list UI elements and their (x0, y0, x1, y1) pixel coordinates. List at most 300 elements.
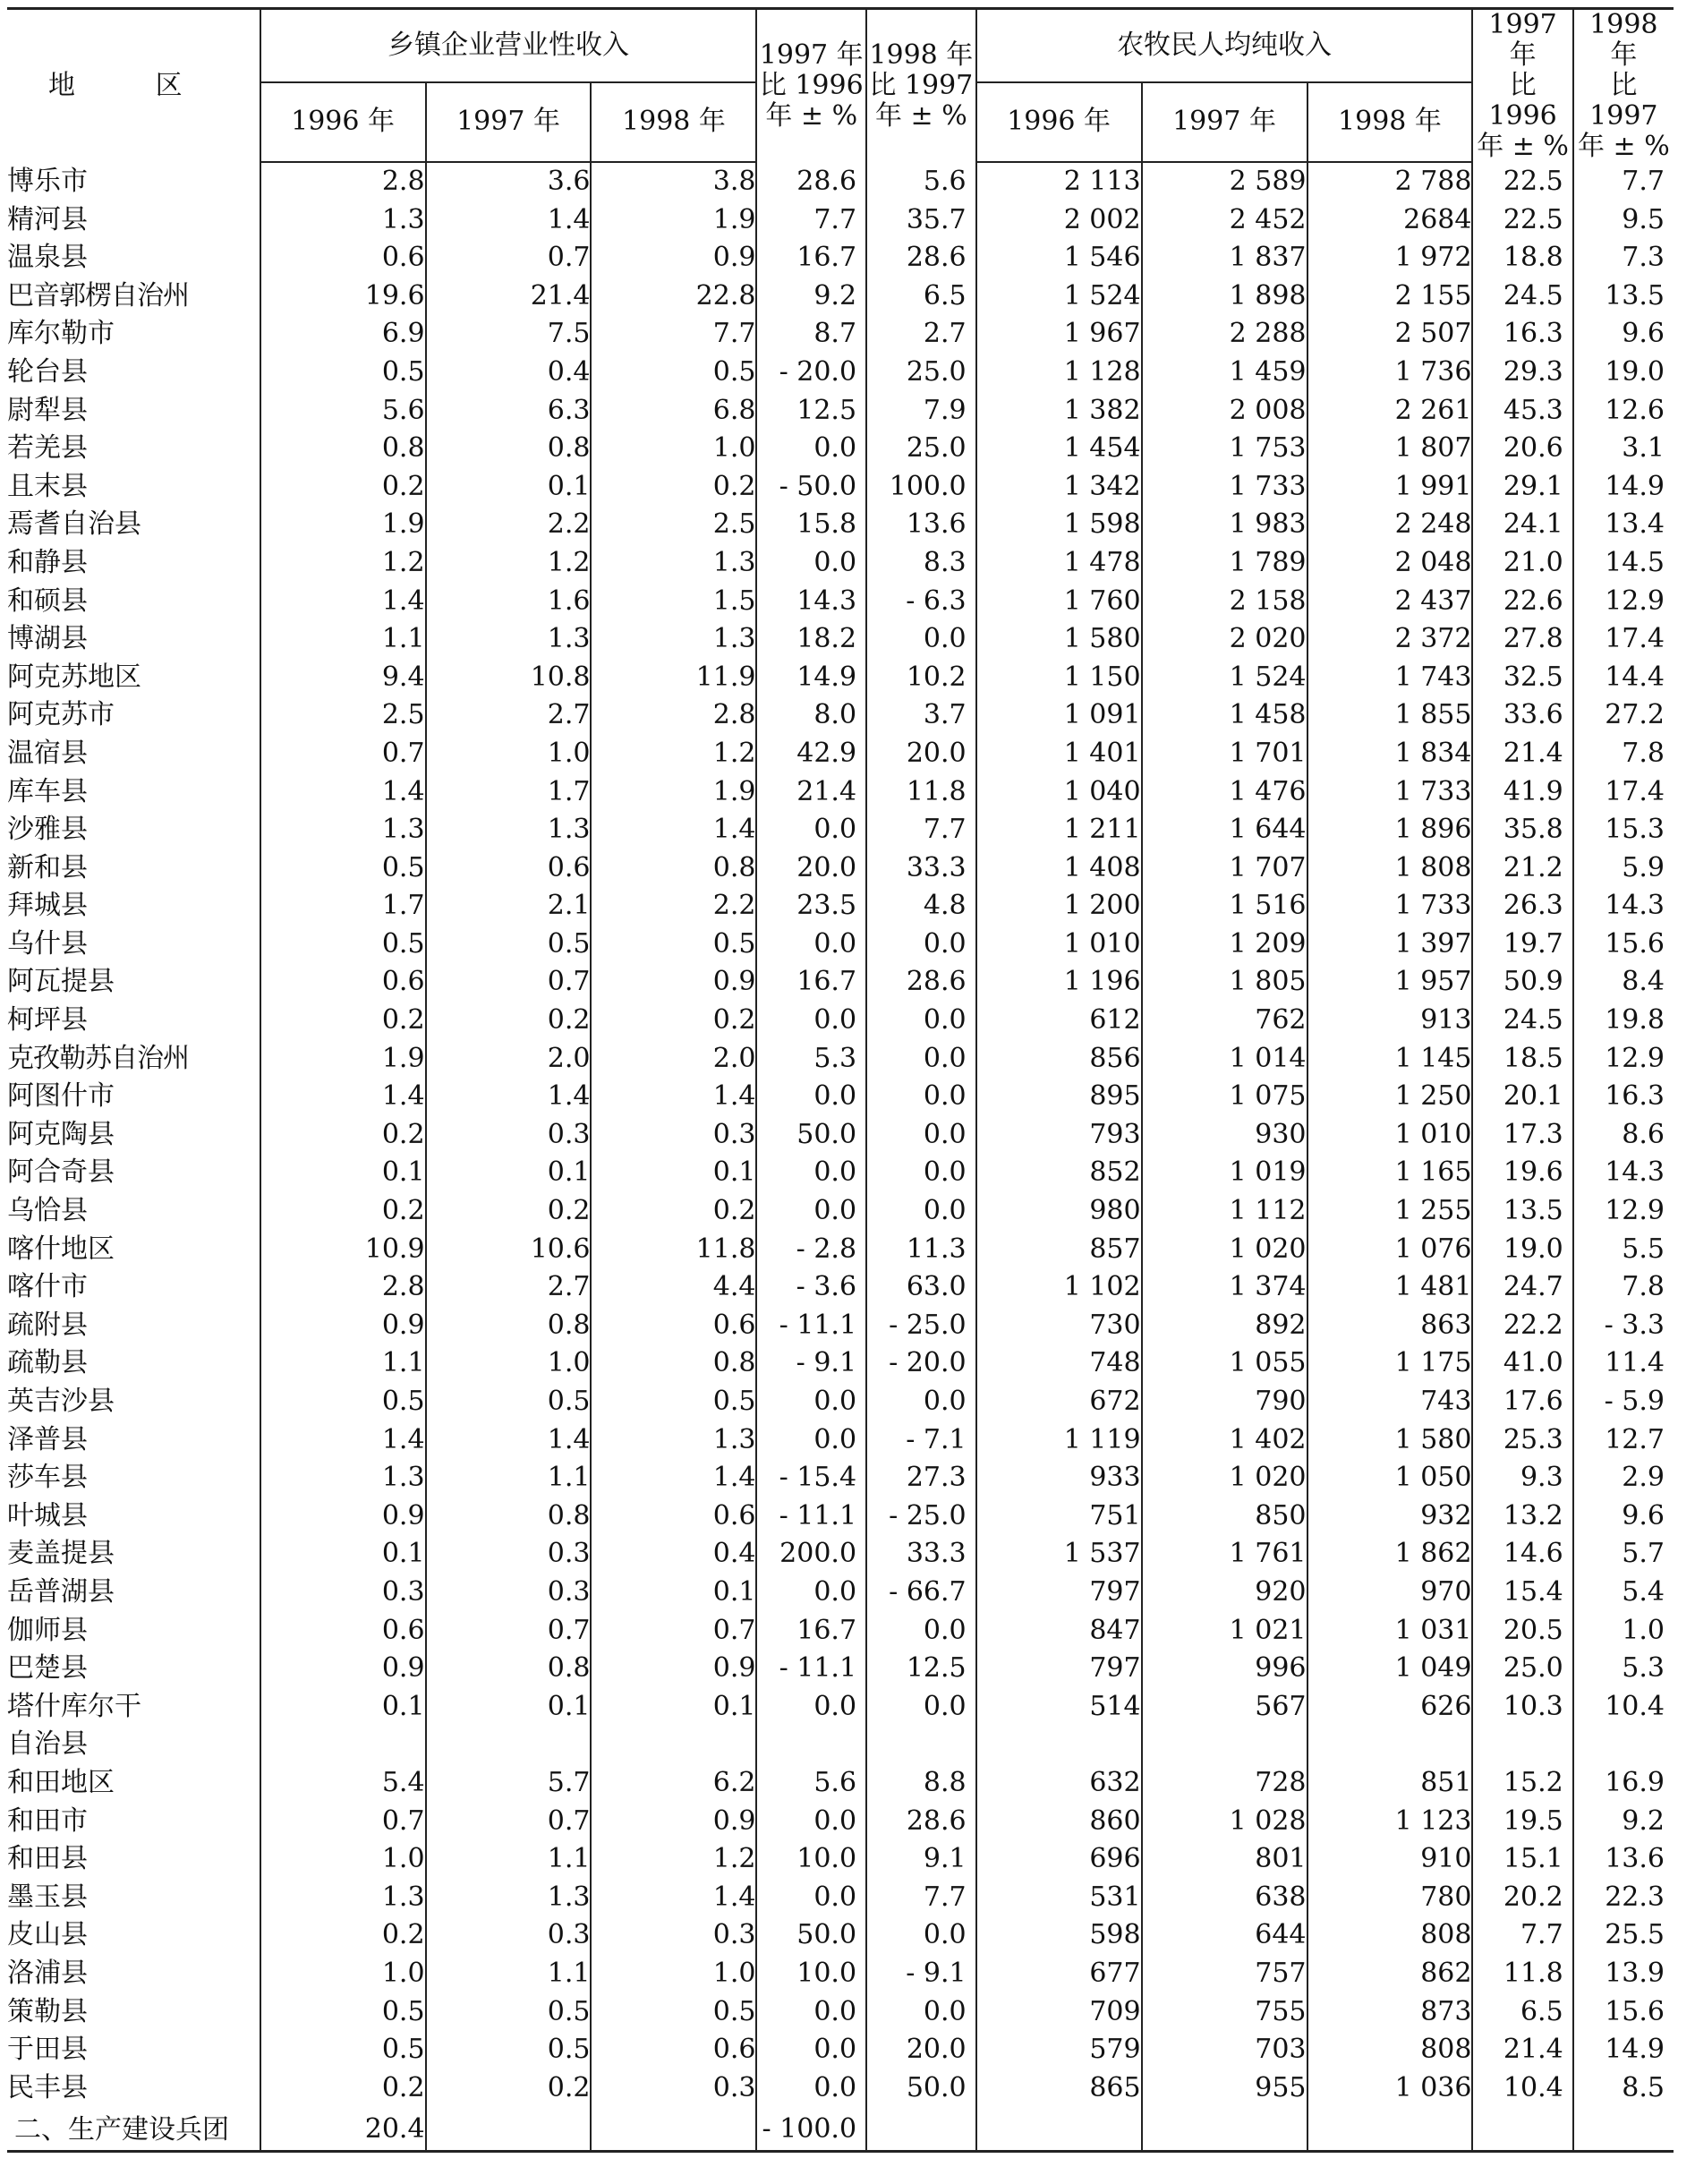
income-pct-1998-header: 1998 年 比 1997 年 ± % (1573, 9, 1674, 163)
income-pct-1998-cell: 12.9 (1573, 1040, 1674, 1079)
income-pct-1997-cell: 13.2 (1472, 1497, 1572, 1536)
table-row (7, 1116, 1674, 1155)
township-pct-1998-cell: 8.3 (866, 544, 976, 583)
township-1998-cell: 0.5 (591, 354, 756, 392)
income-1996-cell: 612 (976, 1002, 1142, 1040)
township-1996-cell: 0.2 (260, 2069, 426, 2108)
township-1997-cell: 2.1 (426, 887, 592, 926)
region-name-cell: 阿克陶县 (7, 1118, 115, 1150)
table-row (7, 1078, 1674, 1116)
income-1998-cell: 1 807 (1307, 430, 1473, 468)
region-name-cell: 巴音郭楞自治州 (7, 279, 189, 311)
income-pct-1998-cell: 16.9 (1573, 1764, 1674, 1803)
township-1997-cell: 1.2 (426, 544, 592, 583)
income-pct-1998-cell: 19.8 (1573, 1002, 1674, 1040)
income-1997-cell: 1 898 (1142, 277, 1307, 316)
township-pct-1998-cell: 5.6 (866, 162, 976, 201)
income-pct-1997-cell: 50.9 (1472, 963, 1572, 1002)
township-1996-cell: 0.1 (260, 1154, 426, 1192)
income-1997-cell: 755 (1142, 1993, 1307, 2032)
region-name-cell: 麦盖提县 (7, 1538, 115, 1570)
township-pct-1998-cell: 0.0 (866, 1078, 976, 1116)
table-row (7, 277, 1674, 316)
township-pct-1997-cell: 0.0 (756, 544, 866, 583)
township-1998-cell: 2.2 (591, 887, 756, 926)
income-1996-cell: 860 (976, 1803, 1142, 1841)
township-pct-1997-cell: 12.5 (756, 392, 866, 431)
township-pct-1998-cell: 25.0 (866, 430, 976, 468)
income-1996-cell: 1 401 (976, 735, 1142, 773)
income-1998-cell: 2 248 (1307, 506, 1473, 544)
income-pct-1998-cell: 13.4 (1573, 506, 1674, 544)
income-1997-cell: 1 701 (1142, 735, 1307, 773)
township-pct-1998-cell: 7.9 (866, 392, 976, 431)
income-pct-1998-cell: 13.6 (1573, 1840, 1674, 1879)
income-pct-1997-cell: 14.6 (1472, 1535, 1572, 1574)
township-1998-cell: 0.6 (591, 1497, 756, 1536)
township-1997-cell: 0.3 (426, 1116, 592, 1155)
township-pct-1997-cell: 14.9 (756, 659, 866, 697)
income-1997-cell: 2 452 (1142, 201, 1307, 240)
township-pct-1997-cell: 8.0 (756, 696, 866, 735)
township-1996-cell: 0.9 (260, 1497, 426, 1536)
township-1997-cell: 1.1 (426, 1459, 592, 1497)
township-pct-1997-cell: 16.7 (756, 963, 866, 1002)
income-pct-1997-cell: 17.3 (1472, 1116, 1572, 1155)
income-pct-1998-cell: 7.8 (1573, 735, 1674, 773)
township-pct-1998-cell: 6.5 (866, 277, 976, 316)
township-1996-cell: 6.9 (260, 315, 426, 354)
township-1997-cell: 0.5 (426, 1993, 592, 2032)
table-row (7, 1231, 1674, 1269)
income-1996-cell: 2 002 (976, 201, 1142, 240)
region-name-cell: 和硕县 (7, 584, 88, 617)
township-pct-1997-cell: - 3.6 (756, 1268, 866, 1307)
township-pct-1997-cell: 14.3 (756, 583, 866, 621)
township-1997-cell: 1.4 (426, 201, 592, 240)
township-pct-1997-cell: 50.0 (756, 1116, 866, 1155)
township-1996-cell: 1.3 (260, 1879, 426, 1917)
income-1997-cell: 1 459 (1142, 354, 1307, 392)
table-row (7, 1574, 1674, 1612)
township-pct-1997-cell: 0.0 (756, 1383, 866, 1421)
income-pct-1998-cell: 17.4 (1573, 620, 1674, 659)
township-1998-cell: 1.0 (591, 430, 756, 468)
township-1998-cell: 0.9 (591, 239, 756, 277)
township-pct-1998-cell: 2.7 (866, 315, 976, 354)
township-1997-cell: 0.7 (426, 1612, 592, 1651)
township-pct-1997-cell: 0.0 (756, 2031, 866, 2069)
region-name-cell: 喀什地区 (7, 1233, 115, 1265)
table-row (7, 1840, 1674, 1879)
income-pct-1997-cell: 10.4 (1472, 2069, 1572, 2108)
township-pct-1998-cell: 4.8 (866, 887, 976, 926)
income-pct-1998-cell: 14.5 (1573, 544, 1674, 583)
township-1996-cell: 0.8 (260, 430, 426, 468)
income-pct-1998-cell: 19.0 (1573, 354, 1674, 392)
income-pct-1998-cell: 9.2 (1573, 1803, 1674, 1841)
income-1996-cell: 1 119 (976, 1421, 1142, 1460)
table-row (7, 1916, 1674, 1955)
income-1996-cell: 1 128 (976, 354, 1142, 392)
income-pct-1997-cell: 26.3 (1472, 887, 1572, 926)
income-pct-1997-cell: 19.7 (1472, 926, 1572, 964)
township-pct-1997-cell: 8.7 (756, 315, 866, 354)
table-row (7, 1650, 1674, 1688)
income-1998-cell: 1 972 (1307, 239, 1473, 277)
township-1997-cell: 7.5 (426, 315, 592, 354)
income-pct-1998-cell: 2.9 (1573, 1459, 1674, 1497)
township-pct-1998-cell: 27.3 (866, 1459, 976, 1497)
income-1998-cell: 1 050 (1307, 1459, 1473, 1497)
township-1997-cell: 0.3 (426, 1916, 592, 1955)
township-pct-1998-cell: 50.0 (866, 2069, 976, 2108)
income-1997-cell: 1 753 (1142, 430, 1307, 468)
region-name-cell: 和静县 (7, 546, 88, 578)
township-pct-1997-cell: 0.0 (756, 430, 866, 468)
income-1997-cell: 1 020 (1142, 1459, 1307, 1497)
township-1996-cell: 0.5 (260, 849, 426, 888)
township-1996-cell: 0.2 (260, 1116, 426, 1155)
table-row (7, 620, 1674, 659)
income-1998-cell: 1 031 (1307, 1612, 1473, 1651)
income-1998-cell: 1 165 (1307, 1154, 1473, 1192)
township-pct-1998-cell: 0.0 (866, 1383, 976, 1421)
township-1998-cell: 1.4 (591, 811, 756, 849)
township-1996-cell: 19.6 (260, 277, 426, 316)
township-1998-cell: 11.9 (591, 659, 756, 697)
township-1998-cell: 6.2 (591, 1764, 756, 1803)
township-1998-cell: 1.9 (591, 773, 756, 812)
township-pct-1998-cell: - 20.0 (866, 1344, 976, 1383)
township-1996-cell: 1.9 (260, 1040, 426, 1079)
income-1996-cell: 730 (976, 1307, 1142, 1345)
township-pct-1998-cell (866, 1726, 976, 1764)
income-pct-1998-cell: 5.4 (1573, 1574, 1674, 1612)
income-1996-cell: 531 (976, 1879, 1142, 1917)
income-1996-cell: 1 537 (976, 1535, 1142, 1574)
income-1997-cell: 1 020 (1142, 1231, 1307, 1269)
township-pct-1998-cell: 7.7 (866, 811, 976, 849)
township-1996-cell: 2.5 (260, 696, 426, 735)
income-1996-cell: 1 454 (976, 430, 1142, 468)
income-1997-cell: 703 (1142, 2031, 1307, 2069)
income-1998-cell: 873 (1307, 1993, 1473, 2032)
income-pct-1997-cell: 25.0 (1472, 1650, 1572, 1688)
township-1997-cell: 0.8 (426, 1497, 592, 1536)
region-name-cell: 岳普湖县 (7, 1575, 115, 1608)
income-pct-1997-cell: 15.2 (1472, 1764, 1572, 1803)
income-1996-cell: 1 196 (976, 963, 1142, 1002)
income-pct-1998-cell: 5.5 (1573, 1231, 1674, 1269)
income-1998-cell: 1 250 (1307, 1078, 1473, 1116)
township-pct-1998-cell: - 25.0 (866, 1307, 976, 1345)
income-1997-cell: 2 008 (1142, 392, 1307, 431)
township-1997-cell: 2.7 (426, 696, 592, 735)
region-name-cell: 英吉沙县 (7, 1386, 115, 1417)
township-1997-cell (426, 1726, 592, 1764)
township-1998-cell: 1.9 (591, 201, 756, 240)
township-1996-cell: 9.4 (260, 659, 426, 697)
township-1997-cell: 0.7 (426, 239, 592, 277)
income-pct-1998-cell: 3.1 (1573, 430, 1674, 468)
region-name-cell: 和田地区 (7, 1766, 115, 1798)
income-pct-1998-cell: 7.8 (1573, 1268, 1674, 1307)
region-name-cell: 阿瓦提县 (7, 966, 115, 998)
income-1996-cell: 1 102 (976, 1268, 1142, 1307)
township-pct-1998-cell: 20.0 (866, 735, 976, 773)
income-1998-cell: 2 788 (1307, 162, 1473, 201)
township-1996-cell: 1.0 (260, 1840, 426, 1879)
township-1996-cell: 0.5 (260, 926, 426, 964)
region-name-cell: 博乐市 (7, 165, 88, 197)
township-1997-cell: 1.1 (426, 1955, 592, 1993)
region-name-cell: 喀什市 (7, 1271, 88, 1303)
township-1998-cell: 0.9 (591, 963, 756, 1002)
income-pct-1998-cell: 9.6 (1573, 1497, 1674, 1536)
income-pct-1998-cell: 14.9 (1573, 2031, 1674, 2069)
income-1997-cell: 801 (1142, 1840, 1307, 1879)
income-1998-cell: 1 862 (1307, 1535, 1473, 1574)
income-pct-1997-cell: 11.8 (1472, 1955, 1572, 1993)
income-1997-cell: 1 019 (1142, 1154, 1307, 1192)
income-pct-1997-cell: 10.3 (1472, 1688, 1572, 1727)
table-row (7, 849, 1674, 888)
township-pct-1998-cell: 0.0 (866, 1002, 976, 1040)
township-1997-cell: 10.6 (426, 1231, 592, 1269)
township-1998-cell: 1.3 (591, 544, 756, 583)
township-pct-1997-cell: 23.5 (756, 887, 866, 926)
income-pct-1998-cell: 7.3 (1573, 239, 1674, 277)
township-pct-1998-cell: 13.6 (866, 506, 976, 544)
income-1997-cell: 2 158 (1142, 583, 1307, 621)
township-pct-1997-cell: - 2.8 (756, 1231, 866, 1269)
income-pct-1998-cell: 13.5 (1573, 277, 1674, 316)
region-name-cell: 民丰县 (7, 2071, 88, 2103)
income-1996-cell: 1 150 (976, 659, 1142, 697)
income-pct-1998-cell: 15.3 (1573, 811, 1674, 849)
township-pct-1998-cell: 0.0 (866, 1993, 976, 2032)
township-1996-cell (260, 1726, 426, 1764)
region-name-cell: 阿克苏市 (7, 699, 115, 731)
township-1997-cell: 5.7 (426, 1764, 592, 1803)
income-pct-1997-cell: 22.5 (1472, 201, 1572, 240)
income-1996-cell: 895 (976, 1078, 1142, 1116)
township-1997-cell: 0.7 (426, 1803, 592, 1841)
income-1997-cell: 955 (1142, 2069, 1307, 2108)
region-name-cell: 莎车县 (7, 1462, 88, 1494)
income-1997-cell: 1 458 (1142, 696, 1307, 735)
township-1997-cell: 1.4 (426, 1078, 592, 1116)
income-pct-1997-cell: 22.6 (1472, 583, 1572, 621)
income-1998-cell: 1 076 (1307, 1231, 1473, 1269)
township-1998-cell: 0.3 (591, 1916, 756, 1955)
income-pct-1997-cell: 18.8 (1472, 239, 1572, 277)
township-1996-cell: 0.2 (260, 1916, 426, 1955)
township-1996-cell: 1.3 (260, 811, 426, 849)
township-pct-1997-cell: - 11.1 (756, 1497, 866, 1536)
income-1996-cell: 2 113 (976, 162, 1142, 201)
income-1996-cell: 1 342 (976, 468, 1142, 507)
table-row (7, 506, 1674, 544)
income-1998-cell: 970 (1307, 1574, 1473, 1612)
township-1996-cell: 0.6 (260, 239, 426, 277)
table-row (7, 1421, 1674, 1460)
township-pct-1997-cell: 200.0 (756, 1535, 866, 1574)
table-row (7, 1535, 1674, 1574)
income-pct-1997-cell: 19.5 (1472, 1803, 1572, 1841)
table-row (7, 201, 1674, 240)
income-1996-cell: 1 524 (976, 277, 1142, 316)
income-1997-cell: 1 707 (1142, 849, 1307, 888)
income-pct-1998-cell: 9.5 (1573, 201, 1674, 240)
township-pct-1997-cell: - 15.4 (756, 1459, 866, 1497)
income-1996-cell: 857 (976, 1231, 1142, 1269)
township-pct-1998-cell: 20.0 (866, 2031, 976, 2069)
township-pct-1997-cell: 0.0 (756, 1002, 866, 1040)
township-1996-cell: 1.1 (260, 620, 426, 659)
income-1998-cell: 1 145 (1307, 1040, 1473, 1079)
income-1996-cell: 797 (976, 1650, 1142, 1688)
income-1998-header: 1998 年 (1307, 82, 1473, 162)
income-pct-1998-cell: 11.4 (1573, 1344, 1674, 1383)
table-row (7, 963, 1674, 1002)
township-pct-1998-cell: 28.6 (866, 239, 976, 277)
township-pct-1998-cell: 25.0 (866, 354, 976, 392)
income-pct-1997-cell: 16.3 (1472, 315, 1572, 354)
income-1998-cell: 851 (1307, 1764, 1473, 1803)
township-1998-header: 1998 年 (591, 82, 756, 162)
township-1996-cell: 0.9 (260, 1307, 426, 1345)
income-pct-1998-cell: 5.3 (1573, 1650, 1674, 1688)
table-row (7, 315, 1674, 354)
township-1996-cell: 1.3 (260, 1459, 426, 1497)
township-1998-cell: 0.8 (591, 1344, 756, 1383)
income-1998-cell: 2 261 (1307, 392, 1473, 431)
income-1998-cell: 910 (1307, 1840, 1473, 1879)
income-pct-1997-cell: 24.5 (1472, 277, 1572, 316)
income-pct-1998-cell: - 3.3 (1573, 1307, 1674, 1345)
income-1996-cell: 793 (976, 1116, 1142, 1155)
income-pct-1997-cell: 41.9 (1472, 773, 1572, 812)
income-1997-cell: 2 589 (1142, 162, 1307, 201)
table-row (7, 2069, 1674, 2108)
income-1996-cell: 632 (976, 1764, 1142, 1803)
table-row (7, 2031, 1674, 2069)
table-row (7, 1688, 1674, 1727)
income-1996-cell: 598 (976, 1916, 1142, 1955)
table-row (7, 1803, 1674, 1841)
table-row (7, 1344, 1674, 1383)
township-1997-cell: 0.8 (426, 1307, 592, 1345)
income-1997-cell: 1 476 (1142, 773, 1307, 812)
income-1997-cell: 1 075 (1142, 1078, 1307, 1116)
township-1996-cell: 1.2 (260, 544, 426, 583)
township-1997-cell: 3.6 (426, 162, 592, 201)
income-pct-1998-cell: 14.3 (1573, 1154, 1674, 1192)
income-1997-cell: 850 (1142, 1497, 1307, 1536)
income-1998-cell: 2 155 (1307, 277, 1473, 316)
income-pct-1997-cell: 20.6 (1472, 430, 1572, 468)
income-pct-1998-cell: 5.7 (1573, 1535, 1674, 1574)
township-pct-1997-cell: 10.0 (756, 1840, 866, 1879)
table-row (7, 468, 1674, 507)
income-1996-cell: 797 (976, 1574, 1142, 1612)
income-pct-1998-cell: 17.4 (1573, 773, 1674, 812)
region-name-cell: 博湖县 (7, 623, 88, 655)
township-1998-cell: 1.4 (591, 1078, 756, 1116)
township-pct-1998-cell: 35.7 (866, 201, 976, 240)
township-1997-cell: 0.7 (426, 963, 592, 1002)
income-1998-cell: 2 372 (1307, 620, 1473, 659)
township-1997-cell: 0.2 (426, 1002, 592, 1040)
township-1997-cell: 0.5 (426, 1383, 592, 1421)
table-row (7, 430, 1674, 468)
township-1998-cell: 0.2 (591, 468, 756, 507)
income-1996-cell: 514 (976, 1688, 1142, 1727)
township-1996-cell: 0.5 (260, 354, 426, 392)
township-1998-cell: 7.7 (591, 315, 756, 354)
income-1997-cell: 1 112 (1142, 1192, 1307, 1231)
township-1996-cell: 5.6 (260, 392, 426, 431)
income-pct-1997-cell: 22.2 (1472, 1307, 1572, 1345)
income-pct-1998-cell: 12.7 (1573, 1421, 1674, 1460)
region-name-cell: 乌什县 (7, 927, 88, 960)
income-pct-1997-cell: 21.0 (1472, 544, 1572, 583)
township-pct-1998-cell: 0.0 (866, 1116, 976, 1155)
township-1996-cell: 1.3 (260, 201, 426, 240)
township-1997-cell: 0.8 (426, 430, 592, 468)
township-1997-cell: 2.7 (426, 1268, 592, 1307)
income-pct-1997-cell: 17.6 (1472, 1383, 1572, 1421)
township-pct-1998-cell: 11.3 (866, 1231, 976, 1269)
township-1998-cell: 3.8 (591, 162, 756, 201)
income-pct-1998-cell: 8.6 (1573, 1116, 1674, 1155)
income-1997-cell: 2 288 (1142, 315, 1307, 354)
table-row (7, 2107, 1674, 2150)
income-1997-cell: 757 (1142, 1955, 1307, 1993)
region-name-cell: 库尔勒市 (7, 318, 115, 350)
income-pct-1997-cell: 15.1 (1472, 1840, 1572, 1879)
income-pct-1998-cell: 1.0 (1573, 1612, 1674, 1651)
township-pct-1997-cell: 0.0 (756, 1154, 866, 1192)
township-1997-cell: 0.1 (426, 468, 592, 507)
region-name-cell: 尉犁县 (7, 394, 88, 426)
income-pct-1998-cell: 15.6 (1573, 1993, 1674, 2032)
table-row (7, 1002, 1674, 1040)
income-1997-cell: 1 837 (1142, 239, 1307, 277)
township-pct-1998-cell: 0.0 (866, 620, 976, 659)
township-1996-cell: 1.7 (260, 887, 426, 926)
income-pct-1997-cell (1472, 1726, 1572, 1764)
income-1996-cell: 1 760 (976, 583, 1142, 621)
income-1996-cell: 856 (976, 1040, 1142, 1079)
table-row (7, 354, 1674, 392)
region-name-cell: 温泉县 (7, 242, 88, 274)
income-pct-1998-cell: 25.5 (1573, 1916, 1674, 1955)
township-pct-1997-cell: 0.0 (756, 1574, 866, 1612)
township-pct-1997-cell: 18.2 (756, 620, 866, 659)
township-1998-cell: 1.5 (591, 583, 756, 621)
income-1996-cell (976, 2107, 1142, 2150)
income-pct-1998-cell: 14.3 (1573, 887, 1674, 926)
income-1997-cell: 728 (1142, 1764, 1307, 1803)
township-pct-1997-cell: 0.0 (756, 1993, 866, 2032)
income-1996-cell: 1 200 (976, 887, 1142, 926)
township-1996-cell: 1.4 (260, 773, 426, 812)
township-1998-cell: 2.8 (591, 696, 756, 735)
township-1998-cell: 0.2 (591, 1192, 756, 1231)
